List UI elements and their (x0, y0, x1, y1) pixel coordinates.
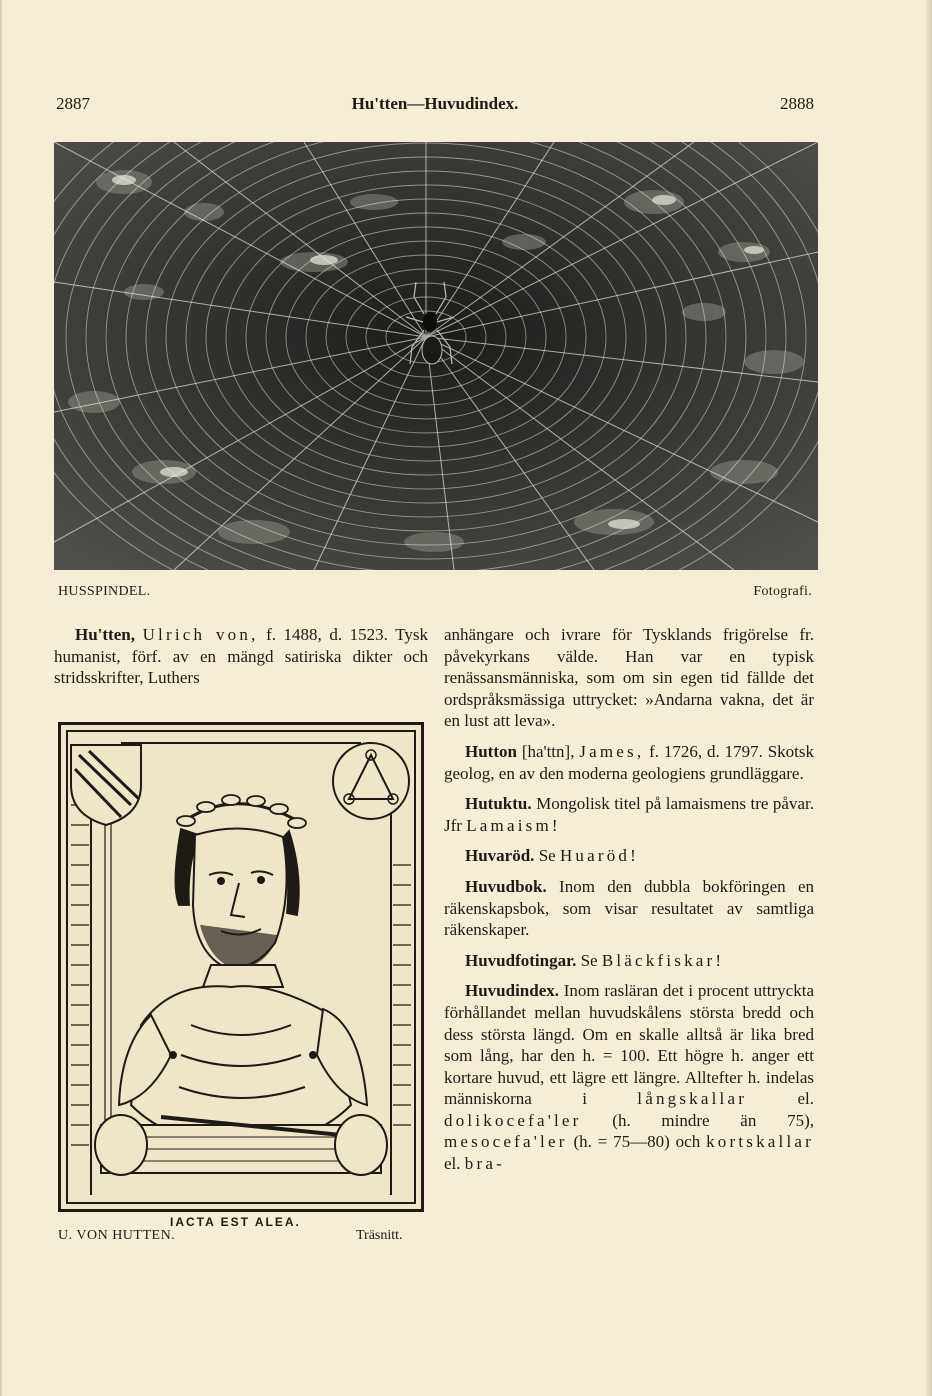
entry-headword: Huvudbok. (465, 876, 547, 896)
entry-headword: Huvudfotingar. (465, 950, 577, 970)
cross-reference-link[interactable]: Bläckfiskar! (601, 950, 725, 970)
entry-text: Inom den dubbla bokföringen en räkenskapsbok, som visar resultatet av samtliga räkenskaper. (444, 876, 814, 940)
page-number-left: 2887 (56, 94, 90, 113)
entry-hutten-continued: anhängare och ivrare för Tysklands frigörelse fr. påvekyrkans välde. Han var en typisk renässansmänniska, som om sin egen tid fällde det ordspråksmässiga uttrycket: »Andarna vakna, det är en lust att leva». (444, 625, 814, 731)
entry-text: el. (444, 1154, 465, 1174)
entry-headword: Huvaröd. (465, 846, 535, 866)
entry-pronunciation: [ha'ttn], (516, 741, 580, 761)
portrait-caption: U. VON HUTTEN. (58, 1228, 176, 1243)
entry-headword: Huvudindex. (465, 981, 560, 1001)
entry-huvudbok (444, 876, 814, 941)
page-edge-left (0, 0, 2, 1396)
entry-hutten (54, 624, 428, 689)
entry-text: Mongolisk titel på lamaismens tre påvar. Jfr (444, 794, 814, 835)
right-column (444, 624, 814, 1184)
left-column (54, 624, 428, 698)
woodcut-illustration (61, 725, 421, 1209)
entry-person-name: Ulrich von, (142, 625, 259, 644)
entry-text: el. (747, 1089, 814, 1109)
spaced-term: bra- (464, 1154, 505, 1174)
woodcut-motto: IACTA EST ALEA. (170, 1215, 301, 1229)
page-number-right: 2888 (780, 94, 814, 113)
spaced-term: långskallar (637, 1089, 748, 1109)
entry-hutuktu (444, 793, 814, 836)
entry-huvarod (444, 845, 814, 867)
page-header (56, 94, 814, 118)
page-edge-right (926, 0, 932, 1396)
entry-text: f. 1726, d. 1797. Skotsk geolog, en av den moderna geologiens grundläggare. (444, 741, 814, 783)
entry-headword: Hutton (465, 741, 517, 761)
coat-of-arms-left (71, 745, 141, 825)
entry-huvudindex (444, 980, 814, 1174)
spaced-term: dolikocefa'ler (444, 1110, 582, 1130)
spider-photo-caption: HUSSPINDEL. (58, 584, 151, 599)
entry-text: Se (576, 950, 602, 970)
entry-text: Inom rasläran det i procent uttryckta förhållandet mellan huvudskålens största bredd och dess största längd. Om en skalle alltså är lika bred som lång, har den h. = 100. Ett högre h. anger ett kortare huvud, ett lägre ett längre. Alltefter h. indelas människorna i (444, 981, 814, 1109)
portrait-credit: Träsnitt. (356, 1228, 403, 1243)
entry-hutton (444, 741, 814, 784)
spaced-term: mesocefa'ler (444, 1132, 568, 1152)
entry-text: (h. = 75—80) och (567, 1132, 707, 1152)
cross-reference-link[interactable]: Huaröd! (559, 846, 639, 866)
spaced-term: kortskallar (706, 1132, 814, 1152)
entry-headword: Hutuktu. (465, 794, 532, 814)
spider-photo (54, 142, 818, 570)
entry-text: (h. mindre än 75), (581, 1110, 814, 1130)
hutten-woodcut-portrait (58, 722, 424, 1212)
spider-web-illustration (54, 142, 818, 570)
entry-text: f. 1488, d. 1523. Tysk humanist, förf. av en mängd satiriska dikter och stridsskrifter, Luthers (54, 625, 429, 688)
entry-person-name: James, (579, 741, 645, 761)
entry-text: Se (534, 846, 560, 866)
running-title: Hu'tten—Huvudindex. (351, 94, 519, 113)
entry-huvudfotingar (444, 950, 814, 972)
entry-headword: Hu'tten, (75, 625, 135, 644)
coat-of-arms-right (333, 743, 409, 819)
spider-photo-credit: Fotografi. (753, 584, 812, 599)
cross-reference-link[interactable]: Lamaism! (466, 815, 561, 835)
